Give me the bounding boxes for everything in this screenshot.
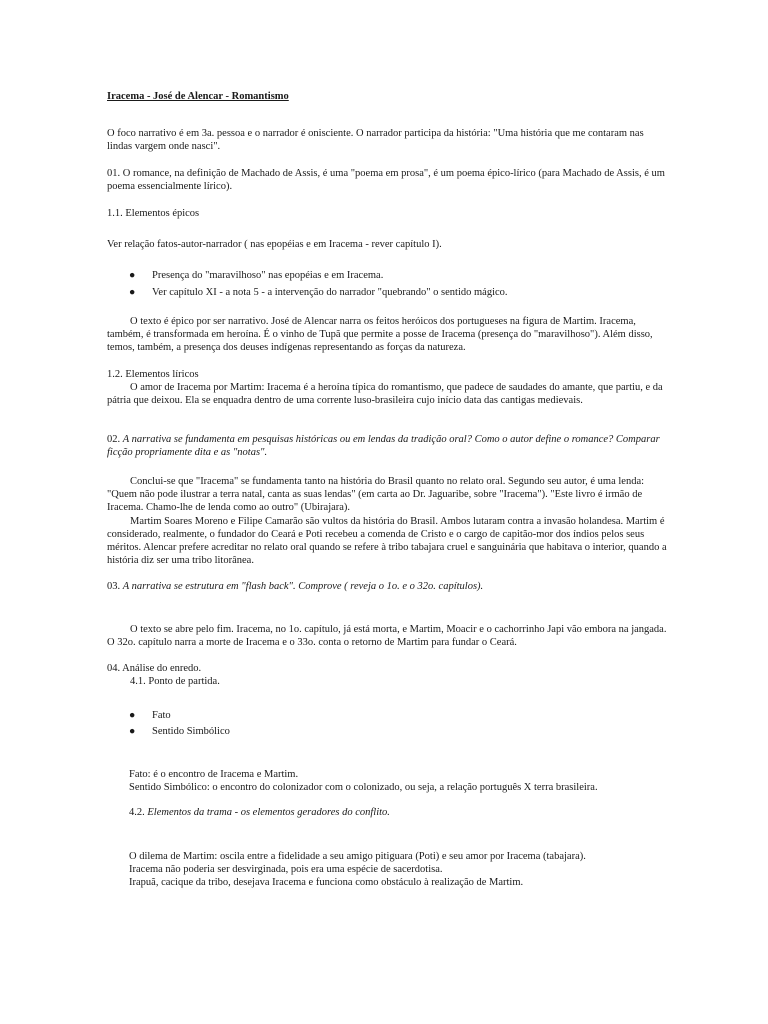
document-title: Iracema - José de Alencar - Romantismo bbox=[107, 91, 289, 102]
question-03-text: A narrativa se estrutura em "flash back". Comprove ( reveja o 1o. e o 32o. capítulos). bbox=[122, 581, 484, 592]
paragraph-conclui: Conclui-se que "Iracema" se fundamenta tanto na história do Brasil quanto no relato oral. Segundo seu autor, é uma lenda: "Quem não pode ilustrar a terra natal, canta as suas lendas" (em carta ao Dr. Jaguaribe, sobre "Iracema"). "Este livro é irmão de Iracema. Chamo-lhe de lenda como ao outro" (Ubirajara). bbox=[107, 476, 645, 513]
paragraph-foco-narrativo: O foco narrativo é em 3a. pessoa e o narrador é onisciente. O narrador participa da história: "Uma história que me contaram nas lindas vargem onde nasci". bbox=[107, 128, 644, 152]
question-02-number: 02. bbox=[107, 434, 121, 445]
paragraph-sentido-simbolico: Sentido Simbólico: o encontro do colonizador com o colonizado, ou seja, a relação português X terra brasileira. bbox=[129, 782, 598, 793]
paragraph-texto: O texto se abre pelo fim. Iracema, no 1o. capítulo, já está morta, e Martim, Moacir e o cachorrinho Japi vão embora na jangada. O 32o. capítulo narra a morte de Iracema e o 33o. conta o retorno de Martim para fundar o Ceará. bbox=[107, 624, 667, 648]
heading-04: 04. Análise do enredo. bbox=[107, 663, 202, 674]
heading-4-2-text: Elementos da trama - os elementos geradores do conflito. bbox=[147, 807, 390, 818]
heading-4-2-number: 4.2. bbox=[129, 807, 145, 818]
bullet-icon: ● bbox=[129, 726, 136, 737]
paragraph-amor: O amor de Iracema por Martim: Iracema é a heroína típica do romantismo, que padece de saudades do amante, que partiu, e da pátria que deixou. Ela se enquadra dentro de uma corrente luso-brasileira cujo início data das cantigas medievais. bbox=[107, 382, 663, 406]
bullet-text: Sentido Simbólico bbox=[152, 726, 230, 737]
question-03 bbox=[107, 580, 667, 593]
question-03-number: 03. bbox=[107, 581, 121, 592]
heading-1-1: 1.1. Elementos épicos bbox=[107, 208, 200, 219]
bullet-text: Ver capítulo XI - a nota 5 - a intervenção do narrador "quebrando" o sentido mágico. bbox=[152, 287, 508, 298]
paragraph-dilema: O dilema de Martim: oscila entre a fidelidade a seu amigo pitiguara (Poti) e seu amor por Iracema (tabajara). bbox=[129, 851, 586, 862]
bullet-icon: ● bbox=[129, 270, 136, 281]
bullet-text: Presença do "maravilhoso" nas epopéias e em Iracema. bbox=[152, 270, 384, 281]
paragraph-epico: O texto é épico por ser narrativo. José de Alencar narra os feitos heróicos dos portugueses na figura de Martim. Iracema, também, é transformada em heroína. É o vinho de Tupã que permite a posse de Iracema (presença do "maravilhoso"). Além disso, temos, também, a presença dos deuses indígenas representando as forças da natureza. bbox=[107, 316, 653, 353]
paragraph-irapua: Irapuã, cacique da tribo, desejava Iracema e funciona como obstáculo à realização de Martim. bbox=[129, 877, 524, 888]
bullet-text: Fato bbox=[152, 710, 171, 721]
bullet-icon: ● bbox=[129, 710, 136, 721]
question-02-text: A narrativa se fundamenta em pesquisas históricas ou em lendas da tradição oral? Como o autor define o romance? Comparar ficção propriamente dita e as "notas". bbox=[107, 434, 660, 458]
paragraph-martim: Martim Soares Moreno e Filipe Camarão são vultos da história do Brasil. Ambos lutaram contra a invasão holandesa. Martim é considerado, realmente, o fundador do Ceará e Poti recebeu a comenda de Cristo e o cargo de capitão-mor dos índios pelos seus méritos. Alencar prefere acreditar no relato oral quando se refere à tribo tabajara cruel e sanguinária que habitava o interior, quando a história diz ser uma tribo litorânea. bbox=[107, 516, 667, 566]
heading-4-1: 4.1. Ponto de partida. bbox=[130, 676, 220, 687]
paragraph-ver-relacao: Ver relação fatos-autor-narrador ( nas epopéias e em Iracema - rever capítulo I). bbox=[107, 239, 442, 250]
paragraph-desvirginada: Iracema não poderia ser desvirginada, pois era uma espécie de sacerdotisa. bbox=[129, 864, 443, 875]
bullet-icon: ● bbox=[129, 287, 136, 298]
paragraph-fato: Fato: é o encontro de Iracema e Martim. bbox=[129, 769, 299, 780]
heading-1-2: 1.2. Elementos líricos bbox=[107, 369, 199, 380]
question-02 bbox=[107, 433, 667, 459]
paragraph-01: 01. O romance, na definição de Machado de Assis, é uma "poema em prosa", é um poema épico-lírico (para Machado de Assis, é um poema essencialmente lírico). bbox=[107, 168, 665, 192]
heading-4-2 bbox=[129, 806, 689, 819]
